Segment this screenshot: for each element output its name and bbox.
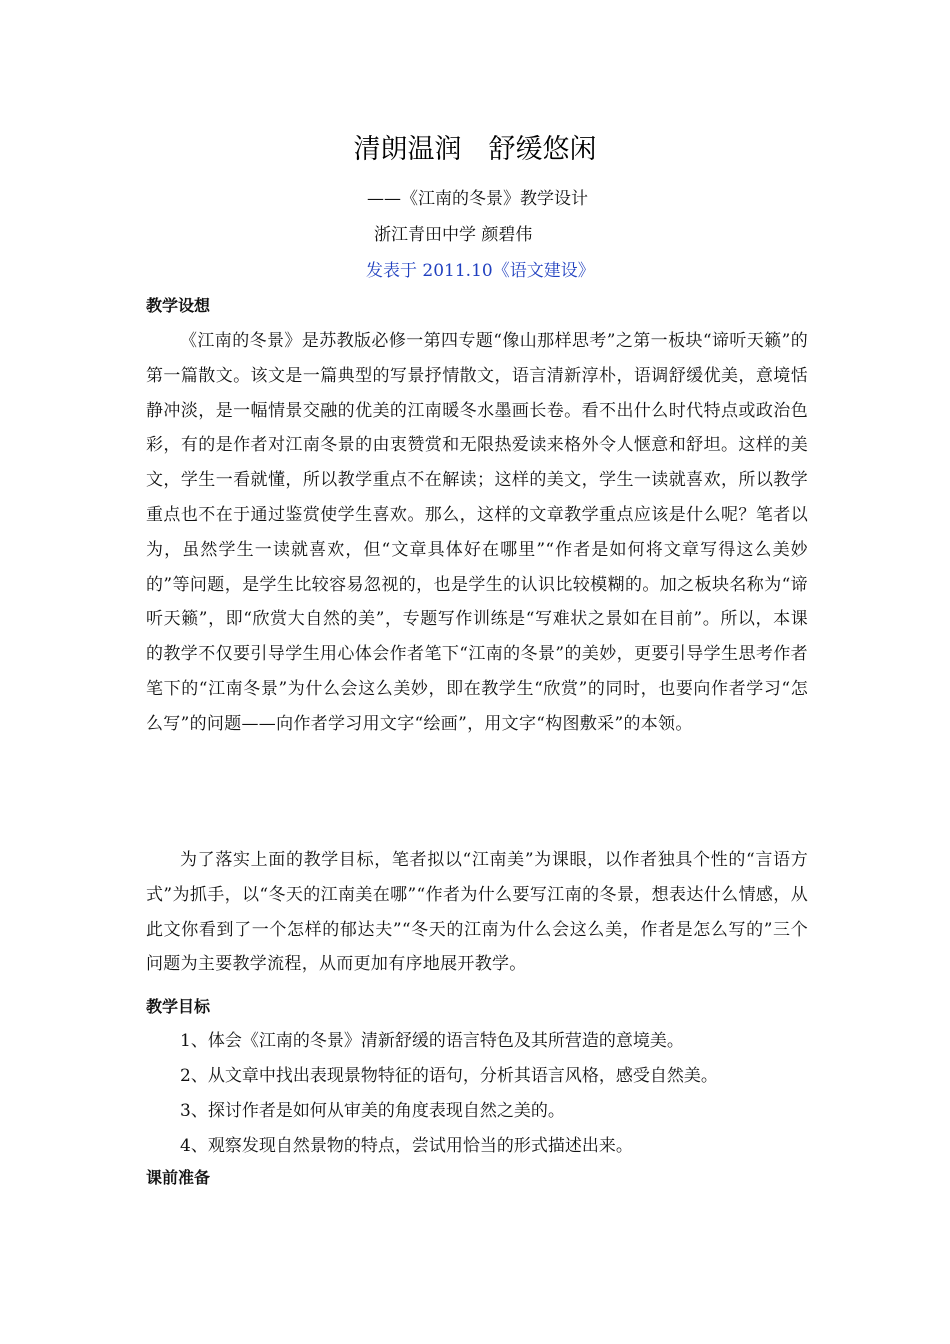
author-line: 浙江青田中学 颜碧伟 xyxy=(374,225,533,245)
goal-item: 1、体会《江南的冬景》清新舒缓的语言特色及其所营造的意境美。 xyxy=(180,1031,684,1051)
publication-note: 发表于 2011.10《语文建设》 xyxy=(366,261,595,281)
design-paragraph-2: 为了落实上面的教学目标，笔者拟以“江南美”为课眼，以作者独具个性的“言语方式”为抓手，以“冬天的江南美在哪”“作者为什么要写江南的冬景，想表达什么情感，从此文你看到了一个怎样的郁达夫”“冬天的江南为什么会这么美，作者是怎么写的”三个问题为主要教学流程，从而更加有序地展开教学。 xyxy=(146,850,808,975)
section-heading-goals: 教学目标 xyxy=(146,997,211,1016)
design-paragraph-1: 《江南的冬景》是苏教版必修一第四专题“像山那样思考”之第一板块“谛听天籁”的第一篇散文。该文是一篇典型的写景抒情散文，语言清新淳朴，语调舒缓优美，意境恬静冲淡，是一幅情景交融的优美的江南暖冬水墨画长卷。看不出什么时代特点或政治色彩，有的是作者对江南冬景的由衷赞赏和无限热爱读来格外令人惬意和舒坦。这样的美文，学生一看就懂，所以教学重点不在解读；这样的美文，学生一读就喜欢，所以教学重点也不在于通过鉴赏使学生喜欢。那么，这样的文章教学重点应该是什么呢？笔者以为，虽然学生一读就喜欢，但“文章具体好在哪里”“作者是如何将文章写得这么美妙的”等问题，是学生比较容易忽视的，也是学生的认识比较模糊的。加之板块名称为“谛听天籁”，即“欣赏大自然的美”，专题写作训练是“写难状之景如在目前”。所以，本课的教学不仅要引导学生用心体会作者笔下“江南的冬景”的美妙，更要引导学生思考作者笔下的“江南冬景”为什么会这么美妙，即在教学生“欣赏”的同时，也要向作者学习“怎么写”的问题——向作者学习用文字“绘画”，用文字“构图敷采”的本领。 xyxy=(146,331,808,734)
page-title: 清朗温润 舒缓悠闲 xyxy=(353,134,597,165)
goal-item: 4、观察发现自然景物的特点，尝试用恰当的形式描述出来。 xyxy=(180,1136,633,1156)
goal-item: 3、探讨作者是如何从审美的角度表现自然之美的。 xyxy=(180,1101,565,1121)
page-subtitle: ——《江南的冬景》教学设计 xyxy=(367,189,588,209)
section-heading-preparation: 课前准备 xyxy=(146,1168,211,1187)
goals-list xyxy=(146,1024,808,1164)
goal-item: 2、从文章中找出表现景物特征的语句，分析其语言风格，感受自然美。 xyxy=(180,1066,718,1086)
section-heading-design: 教学设想 xyxy=(146,296,211,315)
